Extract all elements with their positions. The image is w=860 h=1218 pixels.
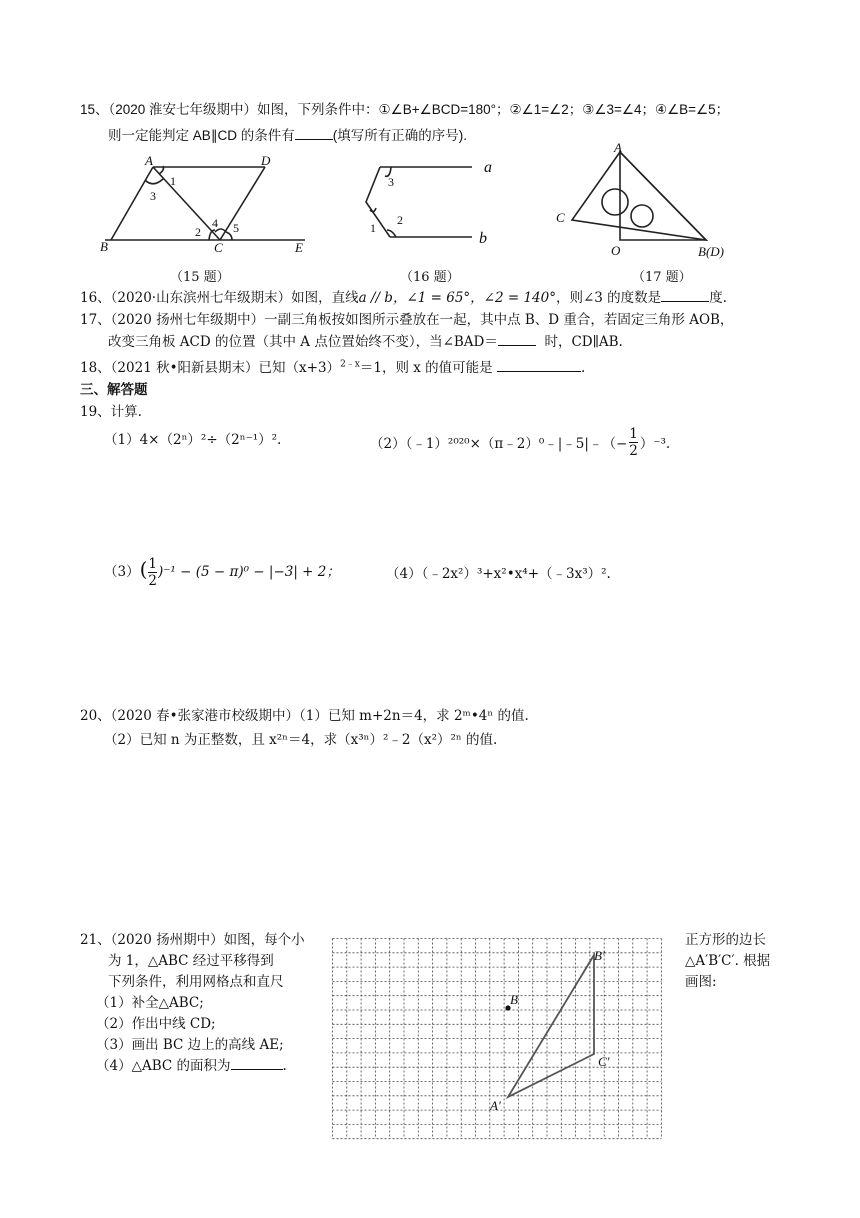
q21-line: 21、（2020 扬州期中）如图，每个小 <box>80 932 305 948</box>
fraction <box>148 556 157 589</box>
answer-blank <box>497 359 581 372</box>
q19-part3-a: （3） <box>104 564 140 580</box>
q17-stem: 改变三角板 ACD 的位置（其中 A 点位置始终不变），当∠BAD＝ <box>108 334 498 350</box>
q17-after: 时，CD∥AB. <box>544 334 623 350</box>
arc-5 <box>226 232 232 240</box>
q17-line2 <box>108 330 623 350</box>
label-a: a <box>484 159 492 176</box>
fraction-num: 1 <box>629 426 638 442</box>
q16-math: a // b，∠1 = 65°，∠2 = 140° <box>358 290 556 306</box>
label-B1: B′ <box>594 948 605 963</box>
q18-exponent: 2﹣x <box>340 359 360 370</box>
label-C1: C′ <box>598 1054 610 1069</box>
q18-line: 18、（2021 秋•阳新县期末）已知$(x+3)^{2﹣x}=1$，则 x 的值可能是 . <box>80 359 586 376</box>
figure-15 <box>95 152 315 256</box>
q16-line <box>80 286 727 306</box>
q20-line1: 20、（2020 春•张家港市校级期中）（1）已知 m+2n＝4，求 2ᵐ•4ⁿ 的值. <box>80 708 529 724</box>
q21-left-text <box>80 930 305 1077</box>
line-ab <box>111 167 153 240</box>
q15-line2 <box>108 124 467 144</box>
label-O: O <box>611 243 621 258</box>
caption-15: （15 题） <box>170 270 230 285</box>
q21-right-line: 正方形的边长 <box>685 932 766 948</box>
fraction-num: 1 <box>148 556 157 572</box>
triangle-aob <box>620 152 706 240</box>
figure-16 <box>352 152 502 252</box>
q21-line: 下列条件，利用网格点和直尺 <box>108 974 284 990</box>
angle-5: 5 <box>233 221 239 235</box>
q19-part1: （1）4×（2ⁿ）²÷（2ⁿ⁻¹）². <box>104 432 282 448</box>
q19-part3: （3）( $\frac{1}{2}$ )⁻¹ − (5 − π)⁰ − |−3| + 2； <box>104 556 340 589</box>
fraction-den: 2 <box>148 573 157 589</box>
q21-right-line: 画图: <box>685 974 717 990</box>
fraction <box>629 426 638 459</box>
label-BD: B(D) <box>698 244 724 259</box>
caption-17: （17 题） <box>632 270 692 285</box>
line-ac <box>153 167 220 240</box>
angle-3: 3 <box>150 189 156 203</box>
angle-2: 2 <box>195 225 201 239</box>
line-cd <box>220 167 265 240</box>
label-E: E <box>295 240 303 255</box>
q18-stem: 18、（2021 秋•阳新县期末）已知（x+3） <box>80 360 341 376</box>
q19-part2-b: ）⁻³. <box>639 436 671 452</box>
label-A: A <box>614 140 622 155</box>
grid-figure <box>332 938 672 1140</box>
q17-line1: 17、（2020 扬州七年级期中）一副三角板按如图所示叠放在一起，其中点 B、D 重合，若固定三角形 AOB， <box>80 312 734 328</box>
section-title: 三、解答题 <box>80 382 148 398</box>
label-A1: A′ <box>490 1098 501 1113</box>
q21-line: （2）作出中线 CD; <box>96 1016 216 1032</box>
angle-3: 3 <box>388 175 394 189</box>
q15-line1: 15、（2020 淮安七年级期中）如图，下列条件中：①∠B+∠BCD=180°；②∠1=∠2；③∠3=∠4；④∠B=∠5； <box>80 102 730 117</box>
fraction-den: 2 <box>629 443 638 459</box>
angle-1: 1 <box>370 221 376 235</box>
q21-right-line: △A′B′C′. 根据 <box>685 953 771 969</box>
q20-line2: （2）已知 n 为正整数，且 x²ⁿ＝4，求（x³ⁿ）²﹣2（x²）²ⁿ 的值. <box>104 732 498 748</box>
q19-part2 <box>370 428 670 461</box>
hole-1 <box>602 189 628 215</box>
angle-4: 4 <box>212 216 218 230</box>
label-C: C <box>214 240 223 255</box>
q21-line: （3）画出 BC 边上的高线 AE; <box>96 1037 284 1053</box>
answer-blank <box>498 333 536 346</box>
q19-part3-b: )⁻¹ − (5 − π)⁰ − |−3| + 2； <box>158 564 340 580</box>
answer-blank <box>295 127 333 140</box>
caption-16: （16 题） <box>400 270 460 285</box>
q15-stem: 则一定能判定 AB∥CD 的条件有 <box>108 128 295 143</box>
triangle-a1b1c1 <box>508 955 594 1097</box>
q16-stem: 16、（2020·山东滨州七年级期末）如图，直线 <box>80 290 359 306</box>
figure-17 <box>548 140 738 266</box>
label-C: C <box>556 210 565 225</box>
q19-part4: （4）（﹣2x²）³+x²•x⁴+（﹣3x³）². <box>386 566 611 582</box>
label-B: B <box>100 239 108 254</box>
q16-after: ，则∠3 的度数是 <box>555 290 662 306</box>
q21-area-stem: （4）△ABC 的面积为 <box>96 1058 231 1074</box>
label-A: A <box>145 153 153 168</box>
q21-right-text <box>685 930 770 993</box>
label-b: b <box>479 230 487 247</box>
answer-blank <box>231 1057 283 1070</box>
q18-after: ＝1，则 x 的值可能是 <box>359 360 493 376</box>
label-B: B <box>510 992 518 1007</box>
angle-2: 2 <box>397 213 403 227</box>
q21-line: 为 1，△ABC 经过平移得到 <box>108 953 274 969</box>
q19-part2-a: （2）（﹣1）²⁰²⁰×（π﹣2）⁰﹣|﹣5|﹣（− <box>370 436 628 452</box>
angle-1: 1 <box>170 174 176 188</box>
q15-hint: (填写所有正确的序号). <box>332 128 468 143</box>
q19-title: 19、计算. <box>80 404 142 420</box>
q16-unit: 度. <box>709 290 727 306</box>
arc-2 <box>209 230 215 240</box>
label-D: D <box>261 153 271 168</box>
q21-line-last: （4）△ABC 的面积为 . <box>96 1058 287 1074</box>
hole-2 <box>631 205 653 227</box>
answer-blank <box>661 289 709 302</box>
q21-line: （1）补全△ABC; <box>96 995 204 1011</box>
arc-3 <box>145 179 163 184</box>
